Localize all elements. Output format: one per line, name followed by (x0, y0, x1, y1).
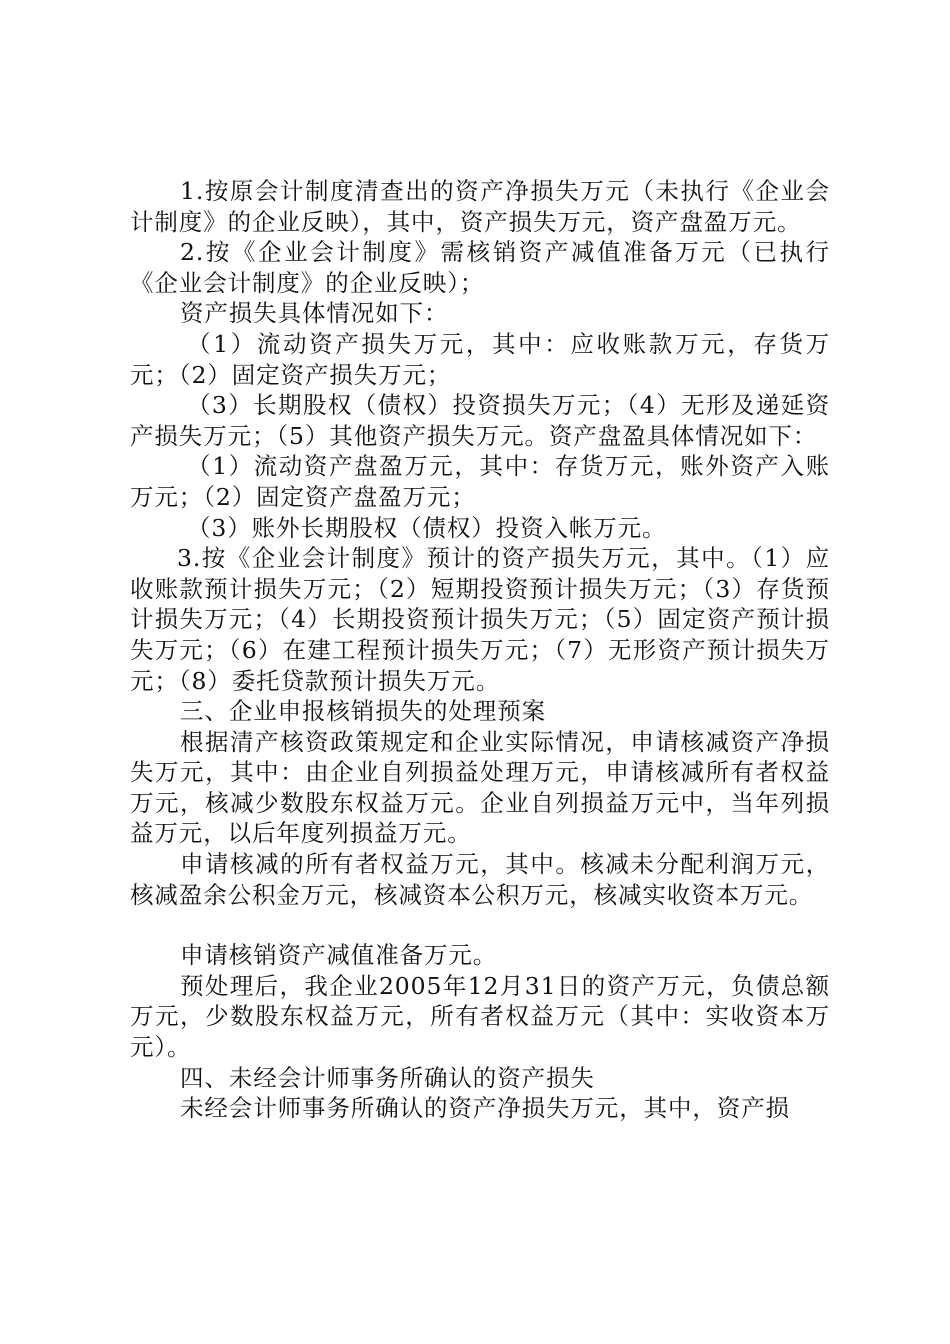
paragraph-offbook-investment: （3）账外长期股权（债权）投资入帐万元。 (187, 513, 667, 542)
paragraph-longterm-loss: （3）长期股权（债权）投资损失万元；（4）无形及递延资产损失万元；（5）其他资产损失万元。资产盘盈具体情况如下： (130, 391, 830, 450)
section-heading-4: 四、未经会计师事务所确认的资产损失 (180, 1063, 595, 1092)
paragraph-current-assets-gain: （1）流动资产盘盈万元，其中：存货万元，账外资产入账万元；（2）固定资产盘盈万元； (130, 452, 830, 511)
document-body (130, 176, 830, 1124)
paragraph-impairment-write-off: 申请核销资产减值准备万元。 (180, 941, 498, 970)
paragraph-unconfirmed-loss: 未经会计师事务所确认的资产净损失万元，其中，资产损 (180, 1094, 790, 1123)
paragraph-current-assets-loss: （1）流动资产损失万元，其中：应收账款万元，存货万元；（2）固定资产损失万元； (130, 329, 830, 389)
section-heading-3: 三、企业申报核销损失的处理预案 (180, 697, 546, 726)
paragraph-item-2: 2.按《企业会计制度》需核销资产减值准备万元（已执行《企业会计制度》的企业反映）； (130, 238, 830, 297)
paragraph-spacer (130, 910, 830, 940)
paragraph-item-1: 1.按原会计制度清查出的资产净损失万元（未执行《企业会计制度》的企业反映），其中，资产损失万元，资产盘盈万元。 (130, 177, 830, 236)
paragraph-item-3: 3.按《企业会计制度》预计的资产损失万元，其中。（1）应收账款预计损失万元；（2）短期投资预计损失万元；（3）存货预计损失万元；（4）长期投资预计损失万元；（5）固定资产预计损失万元；（6）在建工程预计损失万元；（7）无形资产预计损失万元；（8）委托贷款预计损失万元。 (130, 544, 830, 695)
paragraph-loss-intro: 资产损失具体情况如下： (180, 299, 449, 328)
paragraph-post-processing: 预处理后，我企业2005年12月31日的资产万元，负债总额万元，少数股东权益万元，所有者权益万元（其中：实收资本万元）。 (130, 971, 830, 1062)
paragraph-write-off-plan: 根据清产核资政策规定和企业实际情况，申请核减资产净损失万元，其中：由企业自列损益处理万元，申请核减所有者权益万元，核减少数股东权益万元。企业自列损益万元中，当年列损益万元，以后年度列损益万元。 (130, 727, 830, 848)
paragraph-equity-reduction: 申请核减的所有者权益万元，其中。核减未分配利润万元，核减盈余公积金万元，核减资本公积万元，核减实收资本万元。 (130, 850, 830, 909)
